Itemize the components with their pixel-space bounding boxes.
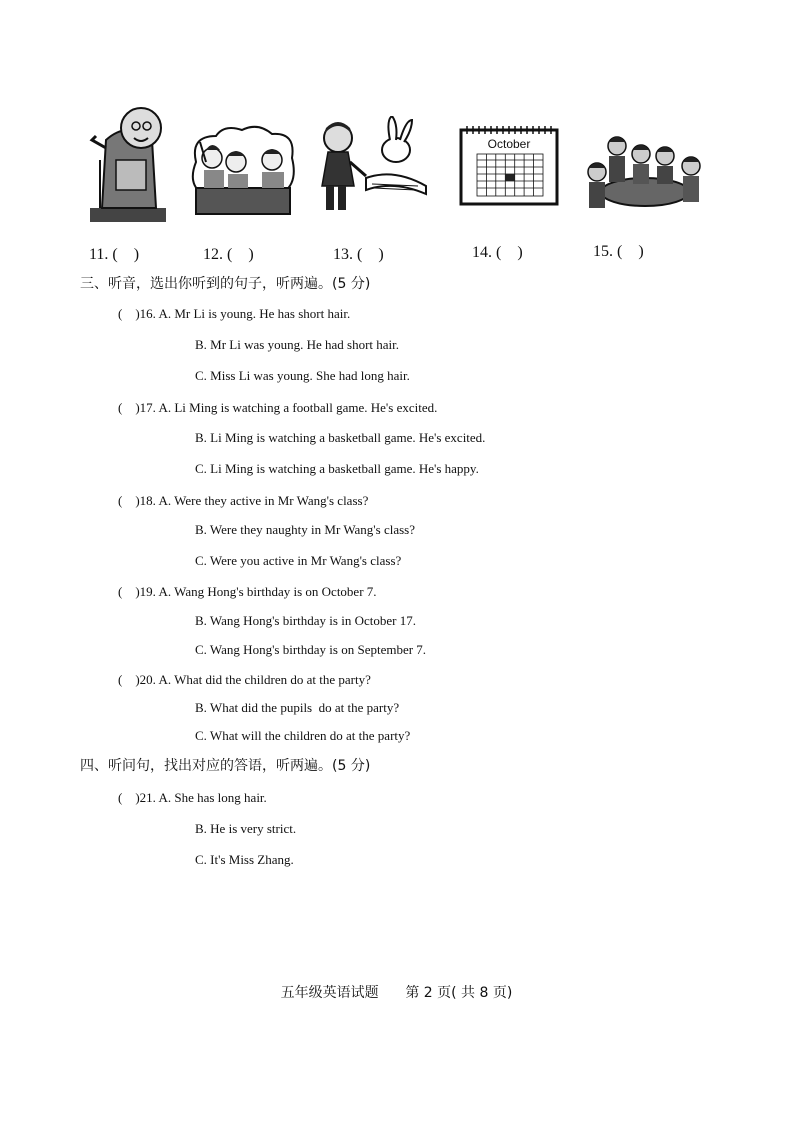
picture-13-label: 13. ( )	[333, 246, 384, 263]
girl-reading-rabbit-icon	[314, 116, 436, 220]
picture-12-label: 12. ( )	[203, 246, 254, 263]
question-20-option-a: ( )20. A. What did the children do at the party?	[118, 672, 371, 687]
calendar-title: October	[487, 137, 531, 151]
page-footer: 五年级英语试题 第 2 页( 共 8 页)	[280, 985, 513, 1001]
question-18-option-c: C. Were you active in Mr Wang's class?	[195, 553, 402, 568]
question-19-option-c: C. Wang Hong's birthday is on September 7.	[195, 642, 427, 657]
section-3-heading: 三、听音，选出你听到的句子，听两遍。(5 分)	[80, 276, 371, 292]
question-19-option-a: ( )19. A. Wang Hong's birthday is on October 7.	[118, 584, 377, 599]
calendar-icon	[459, 126, 559, 206]
question-21-option-c: C. It's Miss Zhang.	[195, 852, 294, 867]
question-16-option-a: ( )16. A. Mr Li is young. He has short hair.	[118, 306, 351, 321]
question-17-option-a: ( )17. A. Li Ming is watching a football game. He's excited.	[118, 400, 438, 415]
classroom-kids-icon	[186, 122, 300, 224]
party-children-icon	[583, 132, 707, 216]
question-16-option-b: B. Mr Li was young. He had short hair.	[195, 337, 400, 352]
section-4-heading: 四、听问句，找出对应的答语，听两遍。(5 分)	[80, 758, 371, 774]
teacher-man-icon	[86, 100, 170, 224]
question-20-option-b: B. What did the pupils do at the party?	[195, 700, 400, 715]
question-19-option-b: B. Wang Hong's birthday is in October 17.	[195, 613, 416, 628]
question-20-option-c: C. What will the children do at the party?	[195, 728, 411, 743]
question-18-option-b: B. Were they naughty in Mr Wang's class?	[195, 522, 416, 537]
picture-14-label: 14. ( )	[472, 244, 523, 261]
question-17-option-b: B. Li Ming is watching a basketball game. He's excited.	[195, 430, 486, 445]
picture-11-label: 11. ( )	[89, 246, 140, 263]
question-21-option-a: ( )21. A. She has long hair.	[118, 790, 267, 805]
question-18-option-a: ( )18. A. Were they active in Mr Wang's class?	[118, 493, 369, 508]
question-16-option-c: C. Miss Li was young. She had long hair.	[195, 368, 410, 383]
picture-15-label: 15. ( )	[593, 243, 644, 260]
question-17-option-c: C. Li Ming is watching a basketball game. He's happy.	[195, 461, 479, 476]
question-21-option-b: B. He is very strict.	[195, 821, 297, 836]
